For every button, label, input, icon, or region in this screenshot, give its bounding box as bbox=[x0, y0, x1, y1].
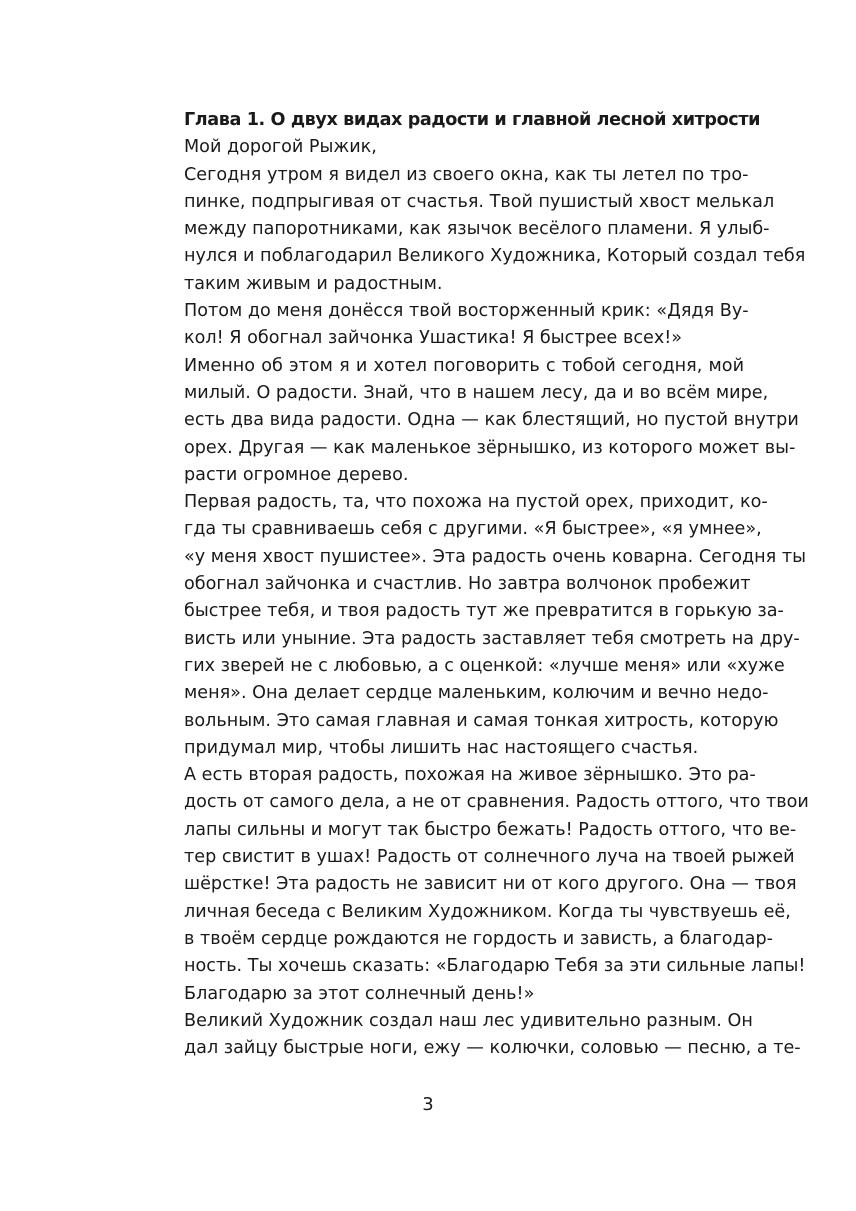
page-number: 3 bbox=[422, 1094, 434, 1115]
paragraph bbox=[148, 134, 744, 161]
text-line: гих зверей не с любовью, а с оценкой: «лучше меня» или «хуже bbox=[184, 655, 785, 676]
text-line: шёрстке! Эта радость не зависит ни от кого другого. Она — твоя bbox=[184, 874, 797, 895]
text-line: пинке, подпрыгивая от счастья. Твой пушистый хвост мелькал bbox=[184, 191, 775, 212]
paragraph bbox=[148, 489, 806, 762]
text-line: Первая радость, та, что похожа на пустой орех, приходит, ко- bbox=[184, 492, 768, 513]
text-line: меня». Она делает сердце маленьким, колючим и вечно недо- bbox=[184, 683, 769, 704]
text-line: быстрее тебя, и твоя радость тут же превратится в горькую за- bbox=[184, 601, 784, 622]
text-line: А есть вторая радость, похожая на живое зёрнышко. Это ра- bbox=[184, 765, 756, 786]
text-line: обогнал зайчонка и счастлив. Но завтра волчонок пробежит bbox=[184, 574, 751, 595]
text-line: дал зайцу быстрые ноги, ежу — колючки, соловью — песню, а те- bbox=[184, 1038, 801, 1059]
text-line: орех. Другая — как маленькое зёрнышко, из которого может вы- bbox=[184, 437, 796, 458]
page-body bbox=[148, 107, 809, 1062]
text-line: в твоём сердце рождаются не гордость и зависть, а благодар- bbox=[184, 928, 773, 949]
text-line: придумал мир, чтобы лишить нас настоящего счастья. bbox=[184, 737, 699, 758]
text-line: вольным. Это самая главная и самая тонкая хитрость, которую bbox=[184, 710, 779, 731]
text-line: висть или уныние. Эта радость заставляет тебя смотреть на дру- bbox=[184, 628, 800, 649]
text-line: Благодарю за этот солнечный день!» bbox=[184, 983, 535, 1004]
text-body bbox=[148, 134, 809, 1062]
text-line: есть два вида радости. Одна — как блестящий, но пустой внутри bbox=[184, 410, 799, 431]
paragraph bbox=[148, 298, 749, 353]
text-line: лапы сильны и могут так быстро бежать! Радость оттого, что ве- bbox=[184, 819, 797, 840]
text-line: таким живым и радостным. bbox=[184, 273, 443, 294]
paragraph bbox=[148, 162, 806, 298]
text-line: расти огромное дерево. bbox=[184, 464, 409, 485]
text-line: Великий Художник создал наш лес удивительно разным. Он bbox=[184, 1010, 753, 1031]
text-line: личная беседа с Великим Художником. Когда ты чувствуешь её, bbox=[184, 901, 791, 922]
paragraph bbox=[148, 762, 809, 1008]
text-line: тер свистит в ушах! Радость от солнечного луча на твоей рыжей bbox=[184, 847, 795, 868]
text-line: Именно об этом я и хотел поговорить с тобой сегодня, мой bbox=[184, 355, 744, 376]
text-line: ность. Ты хочешь сказать: «Благодарю Тебя за эти сильные лапы! bbox=[184, 956, 806, 977]
chapter-title: Глава 1. О двух видах радости и главной лесной хитрости bbox=[184, 110, 761, 130]
text-line: милый. О радости. Знай, что в нашем лесу, да и во всём мире, bbox=[184, 382, 769, 403]
text-line: Потом до меня донёсся твой восторженный крик: «Дядя Ву- bbox=[184, 301, 749, 322]
text-line: Сегодня утром я видел из своего окна, как ты летел по тро- bbox=[184, 164, 749, 185]
text-line: нулся и поблагодарил Великого Художника, Который создал тебя bbox=[184, 246, 806, 267]
text-line: Мой дорогой Рыжик, bbox=[184, 137, 377, 158]
text-line: гда ты сравниваешь себя с другими. «Я быстрее», «я умнее», bbox=[184, 519, 762, 540]
paragraph bbox=[148, 1008, 801, 1063]
paragraph bbox=[148, 353, 799, 489]
text-line: кол! Я обогнал зайчонка Ушастика! Я быстрее всех!» bbox=[184, 328, 683, 349]
text-line: дость от самого дела, а не от сравнения. Радость оттого, что твои bbox=[184, 792, 809, 813]
text-line: между папоротниками, как язычок весёлого пламени. Я улыб- bbox=[184, 219, 770, 240]
text-line: «у меня хвост пушистее». Эта радость очень коварна. Сегодня ты bbox=[184, 546, 806, 567]
